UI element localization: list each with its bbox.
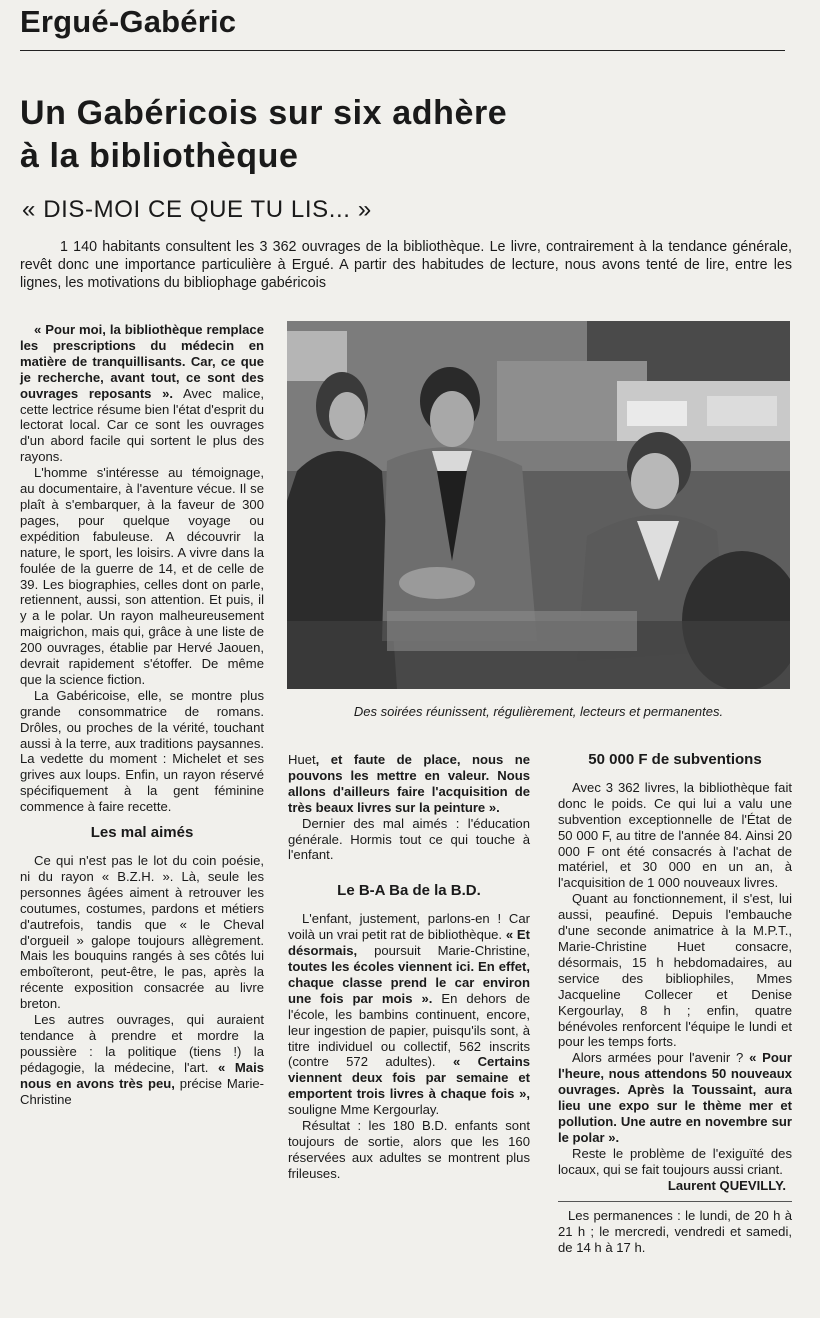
subheading-mal-aimes: Les mal aimés: [90, 824, 194, 842]
quote-intro: « Pour moi, la bibliothèque remplace les prescriptions du médecin en matière de tranquillisants. Car, ce que je recherche, avant tout, ce sont des ouvrages reposants ».: [20, 322, 264, 401]
intro-paragraph: 1 140 habitants consultent les 3 362 ouvrages de la bibliothèque. Le livre, contrairement à la tendance générale, revêt donc une importance particulière à Ergué. A partir des habitudes de lecture, nous avons tenté de lire, entre les lignes, les motivations du bibliophage gabéricois: [20, 239, 792, 291]
section-title: Ergué-Gabéric: [20, 4, 237, 39]
paragraph-11: Quant au fonctionnement, il s'est, lui aussi, peaufiné. Depuis l'embauche d'une seconde animatrice à la M.P.T., Marie-Christine Huet consacre, désormais, 15 h hebdomadaires, au service des bibliophiles, Mmes Jacqueline Collecer et Denise Kergourlay, 8 h ; enfin, quatre bénévoles renforcent l'équipe le lundi et pour les temps forts.: [558, 891, 792, 1050]
paragraph-2: L'homme s'intéresse au témoignage, au documentaire, à l'aventure vécue. Il se plaît à s'embarquer, à la faveur de 300 pages, pour quelque voyage ou expédition fabuleuse. A découvrir la nature, le sport, les loisirs. A vivre dans la foulée de la guerre de 14, et de celle de 39. Les biographies, celles dont on parle, retiennent, aussi, son attention. Et puis, il y a le polar. Un rayon malheureusement maigrichon, mais qui, grâce à une liste de 200 ouvrages, établie par Hervé Jaouen, devrait rapidement s'étoffer. De même que la science fiction.: [20, 465, 264, 687]
paragraph-5-text: Les autres ouvrages, qui auraient tendance à prendre et mordre la poussière : la politique (tiens !) la pédagogie, la médecine, l'art.: [20, 1012, 264, 1075]
subheadline: « DIS-MOI CE QUE TU LIS... »: [22, 196, 372, 223]
photo-illustration: [287, 321, 790, 689]
p8-a: L'enfant, justement, parlons-en ! Car voilà un vrai petit rat de bibliothèque.: [288, 911, 530, 943]
paragraph-13: Reste le problème de l'exiguïté des locaux, qui se fait toujours aussi criant.: [558, 1145, 792, 1177]
paragraph-6-text: Huet: [288, 752, 316, 767]
paragraph-1-text: Avec malice, cette lectrice résume bien l'état d'esprit du lectorat local. Car ce sont les ouvrages d'un abord facile qui sortent le plus des rayons.: [20, 385, 264, 465]
paragraph-12: [558, 1050, 792, 1145]
subheading-subventions: 50 000 F de subventions: [588, 751, 762, 768]
p8-g: souligne Mme Kergourlay.: [288, 1102, 440, 1118]
paragraph-12-quote: « Pour l'heure, nous attendons 50 nouveaux ouvrages. Après la Toussaint, aura lieu une expo sur le thème mer et pollution. Une autre en novembre sur le polar ».: [558, 1050, 792, 1145]
paragraph-5: [20, 1012, 264, 1107]
paragraph-6-quote: , et faute de place, nous ne pouvons les mettre en valeur. Nous allons d'ailleurs faire l'acquisition de très beaux livres sur la peinture ».: [288, 752, 530, 815]
headline-line-2: à la bibliothèque: [20, 137, 299, 175]
photo-caption: Des soirées réunissent, régulièrement, lecteurs et permanentes.: [353, 704, 724, 719]
headline: [20, 92, 507, 178]
article-column-3: [558, 752, 792, 1256]
article-photo: [287, 321, 790, 689]
p8-c: poursuit Marie-Christine,: [357, 943, 530, 959]
paragraph-1: [20, 322, 264, 465]
paragraph-6: [288, 752, 530, 816]
paragraph-3: La Gabéricoise, elle, se montre plus grande consommatrice de romans. Drôles, ou proches de la vérité, touchant aussi à la terre, aux traditions paysannes. La vedette du moment : Michelet et ses grives aux loups. Enfin, un rayon réservé spécifiquement à la gent féminine commence à faire recette.: [20, 687, 264, 815]
hours-divider: [558, 1201, 792, 1202]
paragraph-9: Résultat : les 180 B.D. enfants sont toujours de sortie, alors que les 160 réservées aux adultes se montrent plus frileuses.: [288, 1118, 530, 1181]
paragraph-8: [288, 911, 530, 1118]
paragraph-4: Ce qui n'est pas le lot du coin poésie, ni du rayon « B.Z.H. ». Là, seule les personnes âgées aiment à retrouver les coutumes, costumes, pardons et métiers d'autrefois, tandis que « le Cheval d'orgueil » galope toujours allègrement. Mais les bouquins rangés à ses côtés lui emboîteront, peut-être, le pas, après la récente exposition consacrée au livre breton.: [20, 853, 264, 1012]
paragraph-5-end: précise Marie-Christine: [20, 1075, 264, 1107]
section-rule: [20, 50, 785, 51]
paragraph-7: Dernier des mal aimés : l'éducation générale. Hormis tout ce qui touche à l'enfant.: [288, 815, 530, 863]
opening-hours: Les permanences : le lundi, de 20 h à 21 h ; le mercredi, vendredi et samedi, de 14 h à 17 h.: [558, 1208, 792, 1256]
p8-d: toutes les écoles viennent ici. En effet, chaque classe prend le car environ une fois par mois ».: [288, 958, 530, 1006]
subheading-bd: Le B-A Ba de la B.D.: [337, 882, 481, 900]
author-signature: Laurent QUEVILLY.: [667, 1177, 786, 1193]
p8-f: « Certains viennent deux fois par semaine et emportent trois livres à chaque fois »,: [288, 1054, 530, 1102]
headline-line-1: Un Gabéricois sur six adhère: [20, 94, 508, 132]
paragraph-12-text: Alors armées pour l'avenir ?: [572, 1050, 750, 1066]
article-column-2: [288, 752, 530, 1182]
p8-b: « Et désormais,: [288, 927, 530, 959]
article-column-1: [20, 322, 264, 1108]
paragraph-5-quote: « Mais nous en avons très peu,: [20, 1059, 264, 1091]
p8-e: En dehors de l'école, les bambins continuent, encore, leur ingestion de papier, puisqu'ils sont, à titre individuel ou collectif, 562 inscrits (contre 572 adultes).: [288, 990, 531, 1070]
paragraph-10: Avec 3 362 livres, la bibliothèque fait donc le poids. Ce qui lui a valu une subvention exceptionnelle de l'État de 50 000 F, au titre de l'année 84. Ainsi 20 000 F ont été consacrés à l'achat de matériel, et 30 000 en un an, à l'acquisition de 1 000 nouveaux livres.: [558, 779, 792, 891]
